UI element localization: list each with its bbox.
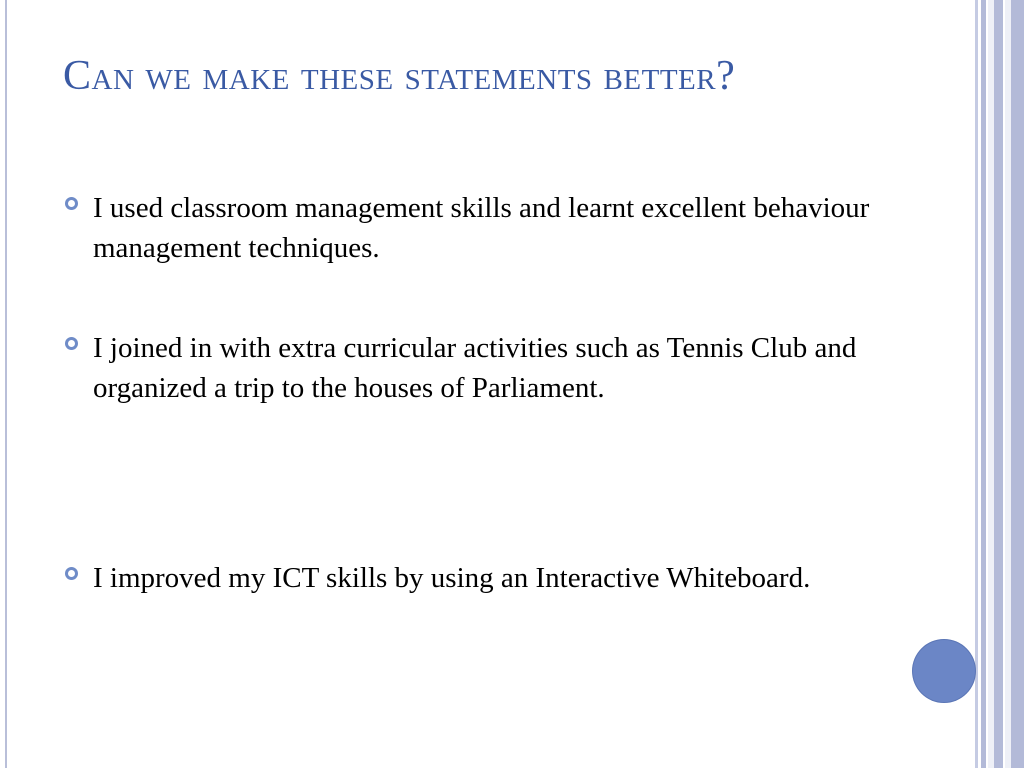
right-stripe [975,0,978,768]
bullet-text: I used classroom management skills and learnt excellent behaviour management techniques. [93,192,870,264]
right-stripe [1011,0,1024,768]
bullet-text: I improved my ICT skills by using an Interactive Whiteboard. [93,562,811,594]
hollow-circle-bullet-icon [65,337,78,350]
left-frame-line [5,0,7,768]
slide-title: Can we make these statements better? [63,53,736,99]
right-stripe [981,0,986,768]
hollow-circle-bullet-icon [65,567,78,580]
circle-decoration-icon [913,640,975,702]
hollow-circle-bullet-icon [65,197,78,210]
right-stripe [994,0,1003,768]
bullet-text: I joined in with extra curricular activities such as Tennis Club and organized a trip to the houses of Parliament. [93,332,857,404]
